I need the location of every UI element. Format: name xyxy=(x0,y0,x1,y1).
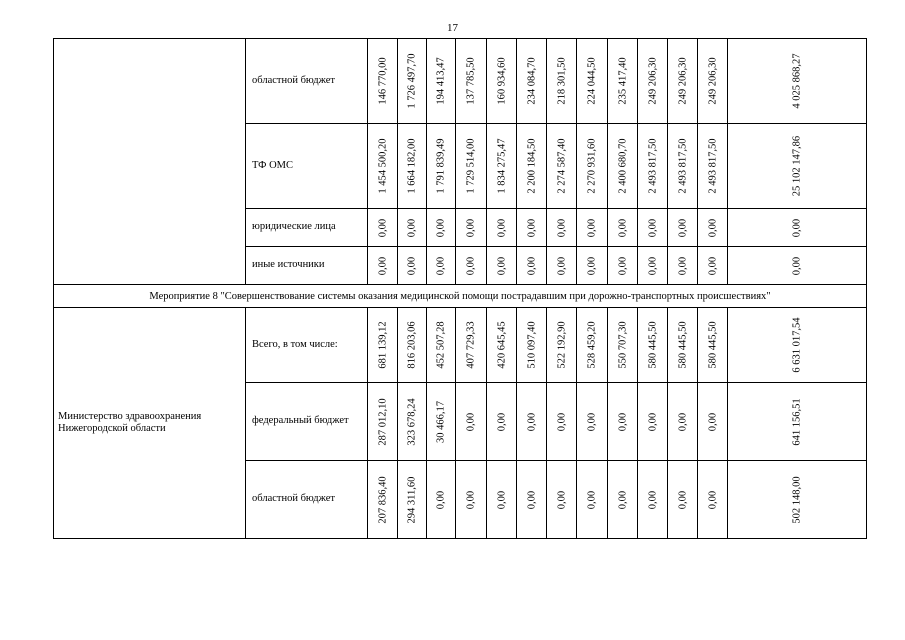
value-cell xyxy=(487,383,517,461)
value-cell xyxy=(487,247,517,285)
value-cell xyxy=(547,308,577,383)
value-text: 2 493 817,50 xyxy=(707,138,718,194)
value-text: 0,00 xyxy=(707,256,718,275)
value-text: 0,00 xyxy=(677,218,688,237)
value-cell xyxy=(427,247,456,285)
value-cell xyxy=(638,383,668,461)
table-body xyxy=(54,39,867,539)
value-text: 0,00 xyxy=(526,256,537,275)
value-text: 0,00 xyxy=(406,218,418,237)
value-text: 0,00 xyxy=(586,256,598,275)
source-cell: областной бюджет xyxy=(246,461,368,539)
total-text: 502 148,00 xyxy=(791,475,803,524)
value-cell xyxy=(517,247,547,285)
value-cell xyxy=(668,209,698,247)
value-text: 1 834 275,47 xyxy=(496,138,507,194)
value-text: 146 770,00 xyxy=(377,57,388,105)
value-cell xyxy=(698,39,728,124)
value-cell xyxy=(638,209,668,247)
value-cell xyxy=(487,124,517,209)
value-text: 194 413,47 xyxy=(435,57,447,105)
value-text: 235 417,40 xyxy=(617,57,628,105)
value-cell xyxy=(547,247,577,285)
total-text: 4 025 868,27 xyxy=(791,53,803,109)
value-text: 0,00 xyxy=(647,256,658,275)
value-cell xyxy=(577,247,608,285)
value-cell xyxy=(398,124,427,209)
value-cell xyxy=(456,461,487,539)
value-text: 0,00 xyxy=(465,218,477,237)
value-text: 0,00 xyxy=(677,490,688,509)
value-text: 0,00 xyxy=(586,218,598,237)
value-cell xyxy=(517,209,547,247)
value-cell xyxy=(368,124,398,209)
value-cell xyxy=(608,383,638,461)
table-row xyxy=(54,308,867,383)
value-text: 294 311,60 xyxy=(406,476,418,523)
value-cell xyxy=(577,209,608,247)
value-text: 0,00 xyxy=(377,256,388,275)
value-text: 0,00 xyxy=(586,412,598,431)
value-text: 550 707,30 xyxy=(617,321,628,369)
value-text: 0,00 xyxy=(435,256,447,275)
value-cell xyxy=(547,383,577,461)
value-text: 0,00 xyxy=(526,412,537,431)
value-cell xyxy=(638,247,668,285)
value-text: 2 200 184,50 xyxy=(526,138,537,194)
value-cell xyxy=(368,247,398,285)
value-cell xyxy=(427,461,456,539)
value-text: 2 270 931,60 xyxy=(586,138,598,194)
budget-table xyxy=(53,38,867,539)
value-cell xyxy=(487,39,517,124)
value-text: 0,00 xyxy=(496,412,507,431)
value-cell xyxy=(487,308,517,383)
value-cell xyxy=(368,383,398,461)
value-cell xyxy=(456,247,487,285)
value-cell xyxy=(577,383,608,461)
source-cell: Всего, в том числе: xyxy=(246,308,368,383)
value-cell xyxy=(608,124,638,209)
value-text: 207 836,40 xyxy=(377,475,388,524)
value-cell xyxy=(398,39,427,124)
value-text: 0,00 xyxy=(406,256,418,275)
value-cell xyxy=(638,39,668,124)
value-text: 2 493 817,50 xyxy=(677,138,688,194)
value-text: 0,00 xyxy=(617,256,628,275)
value-text: 0,00 xyxy=(586,490,598,509)
value-text: 0,00 xyxy=(647,412,658,431)
total-text: 641 156,51 xyxy=(791,397,803,446)
value-text: 0,00 xyxy=(556,490,567,509)
value-text: 0,00 xyxy=(707,218,718,237)
value-text: 2 493 817,50 xyxy=(647,138,658,194)
value-cell xyxy=(398,461,427,539)
value-cell xyxy=(398,209,427,247)
value-cell xyxy=(368,308,398,383)
value-cell xyxy=(668,39,698,124)
value-cell xyxy=(608,39,638,124)
value-cell xyxy=(608,308,638,383)
value-text: 0,00 xyxy=(707,412,718,431)
value-text: 0,00 xyxy=(496,218,507,237)
total-cell xyxy=(728,308,867,383)
total-cell xyxy=(728,39,867,124)
total-text: 0,00 xyxy=(791,256,803,275)
value-cell xyxy=(668,461,698,539)
value-text: 0,00 xyxy=(556,412,567,431)
value-text: 137 785,50 xyxy=(465,57,477,105)
value-text: 287 012,10 xyxy=(377,397,388,446)
value-cell xyxy=(608,247,638,285)
section-title: Мероприятие 8 "Совершенствование системы оказания медицинской помощи пострадавшим при дорожно-транспортных происшествиях" xyxy=(54,285,867,308)
value-cell xyxy=(517,461,547,539)
table-row xyxy=(54,39,867,124)
value-text: 249 206,30 xyxy=(707,57,718,105)
value-cell xyxy=(368,461,398,539)
value-cell xyxy=(577,308,608,383)
value-text: 0,00 xyxy=(647,218,658,237)
value-text: 0,00 xyxy=(647,490,658,509)
value-cell xyxy=(547,209,577,247)
value-text: 0,00 xyxy=(617,412,628,431)
value-text: 234 084,70 xyxy=(526,57,537,105)
source-cell: федеральный бюджет xyxy=(246,383,368,461)
value-cell xyxy=(368,39,398,124)
total-cell xyxy=(728,124,867,209)
value-text: 2 400 680,70 xyxy=(617,138,628,194)
value-text: 420 645,45 xyxy=(496,321,507,369)
value-cell xyxy=(698,247,728,285)
organization-cell-empty xyxy=(54,39,246,285)
value-text: 0,00 xyxy=(465,256,477,275)
source-cell: областной бюджет xyxy=(246,39,368,124)
value-text: 1 729 514,00 xyxy=(465,138,477,194)
value-cell xyxy=(547,124,577,209)
value-text: 1 454 500,20 xyxy=(377,138,388,194)
value-cell xyxy=(638,308,668,383)
total-cell xyxy=(728,461,867,539)
value-cell xyxy=(456,39,487,124)
value-text: 407 729,33 xyxy=(465,321,477,369)
value-cell xyxy=(698,209,728,247)
total-text: 0,00 xyxy=(791,218,803,237)
value-cell xyxy=(547,461,577,539)
value-cell xyxy=(608,209,638,247)
value-text: 30 466,17 xyxy=(435,400,447,443)
value-cell xyxy=(638,124,668,209)
value-cell xyxy=(456,124,487,209)
source-cell: юридические лица xyxy=(246,209,368,247)
value-text: 452 507,28 xyxy=(435,321,447,369)
value-text: 510 097,40 xyxy=(526,321,537,369)
value-text: 816 203,06 xyxy=(406,321,418,369)
value-text: 580 445,50 xyxy=(677,321,688,369)
value-cell xyxy=(577,124,608,209)
total-cell xyxy=(728,209,867,247)
value-text: 0,00 xyxy=(435,490,447,509)
value-cell xyxy=(427,308,456,383)
value-text: 0,00 xyxy=(526,490,537,509)
value-cell xyxy=(456,308,487,383)
value-text: 580 445,50 xyxy=(647,321,658,369)
value-text: 0,00 xyxy=(556,256,567,275)
value-cell xyxy=(398,383,427,461)
source-cell: ТФ ОМС xyxy=(246,124,368,209)
total-cell xyxy=(728,383,867,461)
value-cell xyxy=(698,308,728,383)
value-text: 522 192,90 xyxy=(556,321,567,369)
value-cell xyxy=(398,247,427,285)
value-text: 580 445,50 xyxy=(707,321,718,369)
value-cell xyxy=(668,308,698,383)
organization-cell: Министерство здравоохранения Нижегородской области xyxy=(54,308,246,539)
value-text: 0,00 xyxy=(556,218,567,237)
value-cell xyxy=(577,461,608,539)
value-cell xyxy=(456,383,487,461)
value-cell xyxy=(638,461,668,539)
value-text: 160 934,60 xyxy=(496,57,507,105)
value-text: 0,00 xyxy=(465,412,477,431)
value-text: 0,00 xyxy=(677,256,688,275)
value-cell xyxy=(668,124,698,209)
value-cell xyxy=(668,247,698,285)
value-text: 0,00 xyxy=(617,490,628,509)
value-text: 323 678,24 xyxy=(406,397,418,446)
value-cell xyxy=(487,209,517,247)
value-cell xyxy=(517,383,547,461)
value-text: 0,00 xyxy=(707,490,718,509)
value-text: 528 459,20 xyxy=(586,321,598,369)
value-text: 1 791 839,49 xyxy=(435,138,447,194)
value-cell xyxy=(427,124,456,209)
value-cell xyxy=(547,39,577,124)
section-row xyxy=(54,285,867,308)
value-text: 249 206,30 xyxy=(647,57,658,105)
value-cell xyxy=(517,308,547,383)
value-text: 0,00 xyxy=(435,218,447,237)
value-cell xyxy=(698,383,728,461)
page-number: 17 xyxy=(447,22,458,34)
value-text: 218 301,50 xyxy=(556,57,567,105)
value-cell xyxy=(398,308,427,383)
value-cell xyxy=(517,39,547,124)
value-text: 2 274 587,40 xyxy=(556,138,567,194)
value-text: 0,00 xyxy=(465,490,477,509)
value-cell xyxy=(517,124,547,209)
value-cell xyxy=(368,209,398,247)
value-text: 0,00 xyxy=(496,256,507,275)
value-text: 0,00 xyxy=(617,218,628,237)
value-cell xyxy=(577,39,608,124)
value-text: 224 044,50 xyxy=(586,57,598,105)
source-cell: иные источники xyxy=(246,247,368,285)
value-cell xyxy=(427,383,456,461)
value-text: 0,00 xyxy=(377,218,388,237)
value-cell xyxy=(487,461,517,539)
value-cell xyxy=(698,124,728,209)
value-cell xyxy=(668,383,698,461)
value-cell xyxy=(427,209,456,247)
value-cell xyxy=(456,209,487,247)
total-cell xyxy=(728,247,867,285)
value-cell xyxy=(427,39,456,124)
value-text: 1 664 182,00 xyxy=(406,138,418,194)
total-text: 6 631 017,54 xyxy=(791,317,803,373)
value-cell xyxy=(608,461,638,539)
value-text: 681 139,12 xyxy=(377,321,388,369)
value-cell xyxy=(698,461,728,539)
value-text: 249 206,30 xyxy=(677,57,688,105)
value-text: 1 726 497,70 xyxy=(406,53,418,109)
total-text: 25 102 147,86 xyxy=(791,135,803,197)
value-text: 0,00 xyxy=(496,490,507,509)
value-text: 0,00 xyxy=(677,412,688,431)
value-text: 0,00 xyxy=(526,218,537,237)
